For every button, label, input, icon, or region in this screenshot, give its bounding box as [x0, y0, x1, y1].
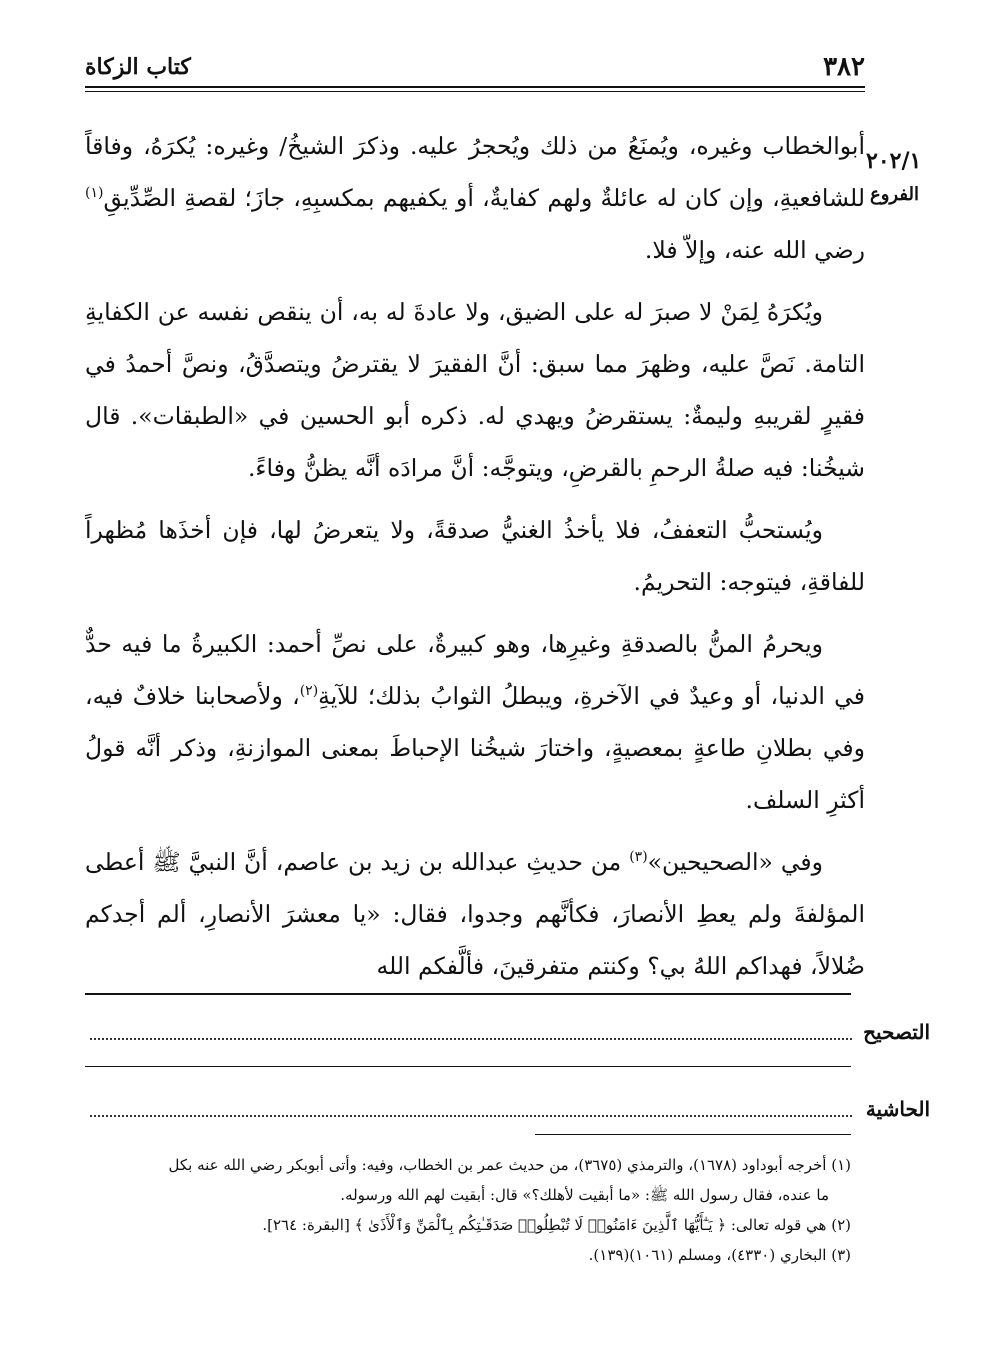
footnote-marker-3: (٣) [629, 849, 648, 866]
correction-row [90, 1020, 930, 1060]
footnote-1: (١) أخرجه أبوداود (١٦٧٨)، والترمذي (٣٦٧٥)، من حديث عمر بن الخطاب، وفيه: وأتى أبوبكر رضي الله عنه بكل [168, 1156, 851, 1174]
correction-label: التصحيح [863, 1020, 930, 1044]
paragraph-1: أبوالخطاب وغيره، ويُمنَعُ من ذلك ويُحجرُ عليه. وذكرَ الشيخُ/ وغيره: يُكرَهُ، وفاقاً للشافعيةِ، وإن كان له عائلةٌ ولهم كفايةٌ، أو يكفيهم بمكسبِهِ، جازَ؛ لقصةِ الصِّدِّيقِ$^{(١)}$ رضي الله عنه، وإلاّ فلا. [85, 132, 865, 264]
text-end-rule [85, 993, 851, 995]
margin-reference: ٢٠٢/١ [866, 148, 922, 174]
page-number: ٣٨٢ [823, 52, 865, 82]
paragraph-2: ويُكرَهُ لِمَنْ لا صبرَ له على الضيق، ولا عادةَ له به، أن ينقص نفسه عن الكفايةِ التامة. نَصَّ عليه، وظهرَ مما سبق: أنَّ الفقيرَ لا يقترضُ ويتصدَّقُ، ونصَّ أحمدُ في فقيرٍ لقريبهِ وليمةٌ: يستقرضُ ويهدي له. ذكره أبو الحسين في «الطبقات». قال شيخُنا: فيه صلةُ الرحمِ بالقرضِ، ويتوجَّه: أنَّ مرادَه أنَّه يظنُّ وفاءً. [85, 298, 865, 482]
correction-dotted-line [90, 1038, 852, 1040]
paragraph-4: ويحرمُ المنُّ بالصدقةِ وغيرِها، وهو كبيرةٌ، على نصِّ أحمد: الكبيرةُ ما فيه حدٌّ في الدنيا، أو وعيدٌ في الآخرةِ، ويبطلُ الثوابُ بذلك؛ للآيةِ$^{(٢)}$، ولأصحابنا خلافٌ فيه، وفي بطلانِ طاعةٍ بمعصيةٍ، واختارَ شيخُنا الإحباطَ بمعنى الموازنةِ، وذكر أنَّه قولُ أكثرِ السلف. [85, 630, 865, 814]
margin-row [90, 1097, 930, 1137]
footnote-2: (٢) هي قوله تعالى: ﴿ يَـٰٓأَيُّهَا ٱلَّذِينَ ءَامَنُوا۟ لَا تُبْطِلُوا۟ صَدَقَـٰتِكُم بِٱلْمَنِّ وَٱلْأَذَىٰ ﴾ [البقرة: ٢٦٤]. [262, 1216, 851, 1234]
book-title: كتاب الزكاة [85, 54, 191, 80]
paragraph-3: ويُستحبُّ التعففُ، فلا يأخذُ الغنيُّ صدقةً، ولا يتعرضُ لها، فإن أخذَها مُظهراً للفاقةِ، فيتوجه: التحريمُ. [85, 516, 865, 596]
page-header [85, 52, 865, 90]
footnote-marker-1: (١) [85, 185, 104, 202]
footnote-1-continued: ما عنده، فقال رسول الله ﷺ: «ما أبقيت لأهلك؟» قال: أبقيت لهم الله ورسوله. [340, 1186, 829, 1204]
margin-source: الفروع [870, 184, 919, 205]
main-text [85, 120, 865, 992]
correction-rule [85, 1066, 851, 1067]
margin-label: الحاشية [865, 1097, 930, 1121]
footnote-marker-2: (٢) [299, 683, 319, 700]
margin-dotted-line [90, 1115, 852, 1117]
header-rule-thin [85, 91, 865, 92]
header-rule-thick [85, 86, 865, 88]
footnote-3: (٣) البخاري (٤٣٣٠)، ومسلم (١٠٦١)(١٣٩). [588, 1246, 851, 1264]
footnote-separator [535, 1134, 851, 1135]
footnotes [85, 1150, 851, 1270]
paragraph-5: وفي «الصحيحين»$^{(٣)}$ من حديثِ عبدالله بن زيد بن عاصم، أنَّ النبيَّ ﷺ أعطى المؤلفةَ ولم يعطِ الأنصارَ، فكأنَّهم وجدوا، فقال: «يا معشرَ الأنصارِ، ألم أجدكم ضُلالاً، فهداكم اللهُ بي؟ وكنتم متفرقينَ، فألَّفكم الله [85, 848, 865, 980]
